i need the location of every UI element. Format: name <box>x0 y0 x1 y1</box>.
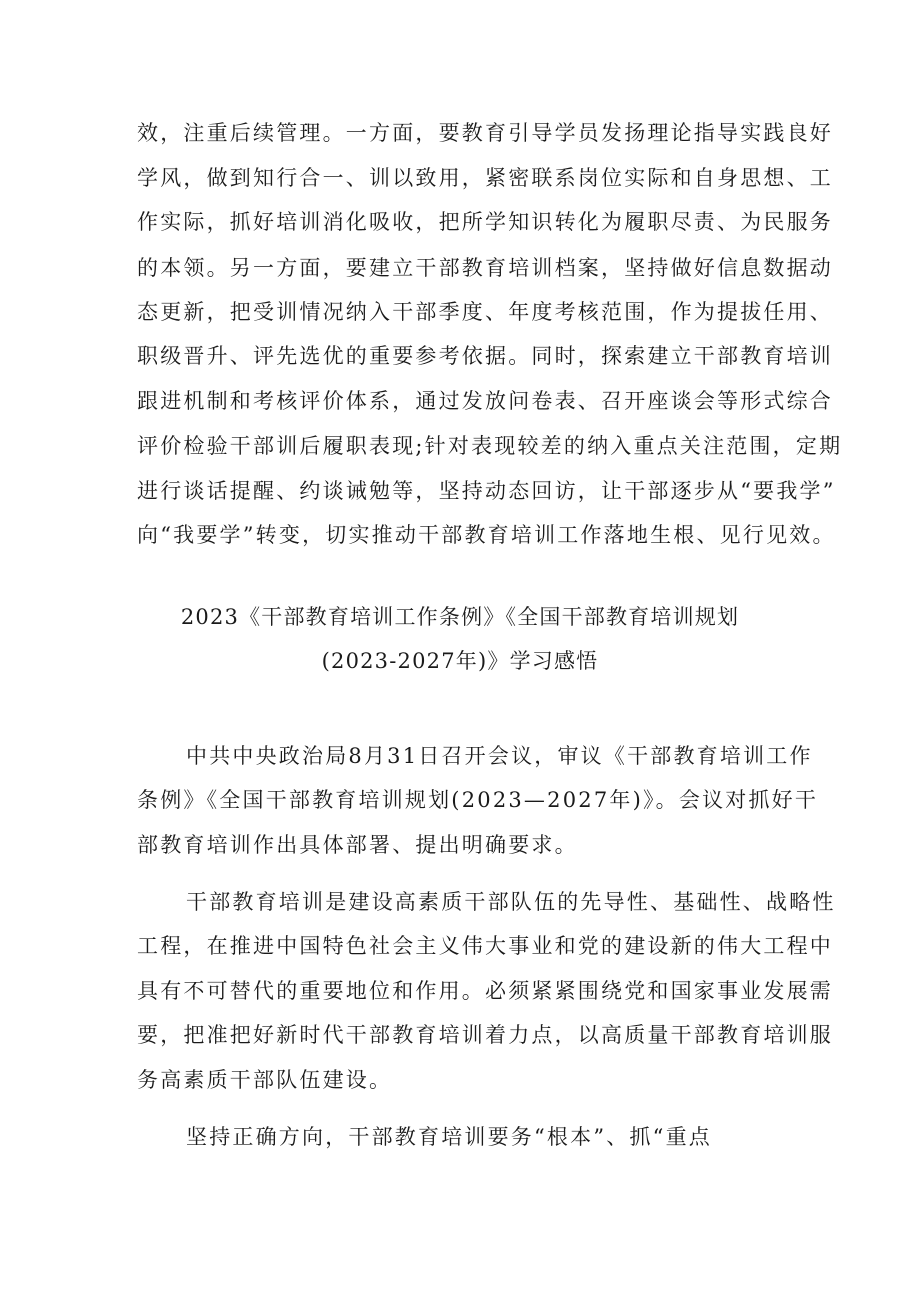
text-line: 作实际，抓好培训消化吸收，把所学知识转化为履职尽责、为民服务 <box>137 210 833 234</box>
text-line: 评价检验干部训后履职表现;针对表现较差的纳入重点关注范围，定期 <box>137 434 843 458</box>
text-line: 跟进机制和考核评价体系，通过发放问卷表、召开座谈会等形式综合 <box>137 389 833 413</box>
paragraph-1-line: 中共中央政治局8月31日召开会议，审议《干部教育培训工作 <box>186 744 813 768</box>
text-line: 进行谈话提醒、约谈诫勉等，坚持动态回访，让干部逐步从“要我学” <box>137 479 836 503</box>
paragraph-2-line: 工程，在推进中国特色社会主义伟大事业和党的建设新的伟大工程中 <box>137 934 833 958</box>
paragraph-2-line: 具有不可替代的重要地位和作用。必须紧紧围绕党和国家事业发展需 <box>137 979 833 1003</box>
text-line: 向“我要学”转变，切实推动干部教育培训工作落地生根、见行见效。 <box>137 523 836 547</box>
paragraph-2-line: 干部教育培训是建设高素质干部队伍的先导性、基础性、战略性 <box>186 890 836 914</box>
text-line: 态更新，把受训情况纳入干部季度、年度考核范围，作为提拔任用、 <box>137 300 833 324</box>
paragraph-3-line: 坚持正确方向，干部教育培训要务“根本”、抓“重点 <box>186 1125 713 1149</box>
text-line: 学风，做到知行合一、训以致用，紧密联系岗位实际和自身思想、工 <box>137 166 833 190</box>
text-line: 效，注重后续管理。一方面，要教育引导学员发扬理论指导实践良好 <box>137 121 833 145</box>
text-line: 职级晋升、评先选优的重要参考依据。同时，探索建立干部教育培训 <box>137 344 833 368</box>
article-title-line-2: (2023-2027年)》学习感悟 <box>321 649 599 673</box>
paragraph-1-line: 条例》《全国干部教育培训规划(2023—2027年)》。会议对抓好干 <box>137 788 819 812</box>
paragraph-2-line: 要，把准把好新时代干部教育培训着力点，以高质量干部教育培训服 <box>137 1023 833 1047</box>
text-line: 的本领。另一方面，要建立干部教育培训档案，坚持做好信息数据动 <box>137 256 833 280</box>
article-title-line-1: 2023《干部教育培训工作条例》《全国干部教育培训规划 <box>180 605 740 629</box>
paragraph-1-line: 部教育培训作出具体部署、提出明确要求。 <box>137 833 578 857</box>
paragraph-2-line: 务高素质干部队伍建设。 <box>137 1068 393 1092</box>
